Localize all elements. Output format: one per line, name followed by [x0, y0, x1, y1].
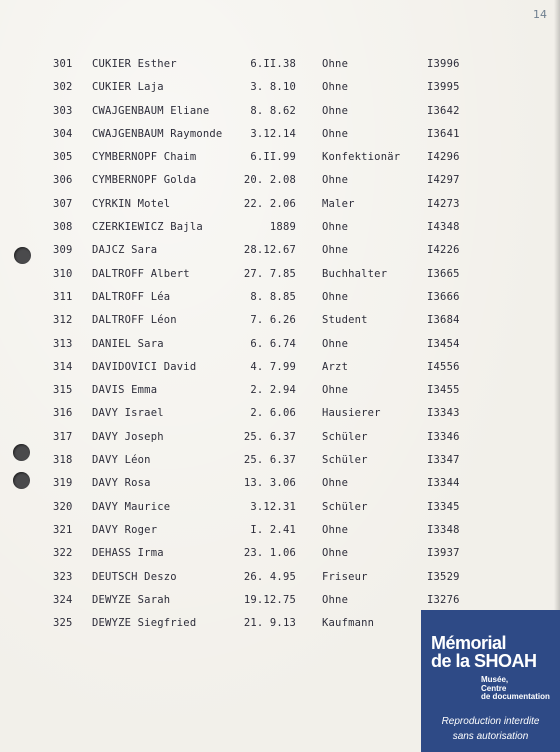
occupation: Ohne [322, 384, 349, 397]
person-name: DAVY Israel [92, 407, 164, 420]
record-id: I3345 [427, 500, 460, 513]
list-row [0, 289, 560, 312]
birth-date: 13. 3.06 [243, 477, 296, 490]
birth-date: 3.12.31 [250, 500, 296, 513]
occupation: Ohne [322, 337, 349, 350]
occupation: Friseur [322, 570, 368, 583]
birth-date: 7. 6.26 [250, 314, 296, 327]
record-id: I3995 [427, 81, 460, 94]
record-id: I4348 [427, 221, 460, 234]
list-row [0, 266, 560, 289]
person-name: CYMBERNOPF Golda [92, 174, 197, 187]
row-number: 316 [53, 407, 73, 420]
list-row [0, 149, 560, 172]
birth-date: I. 2.41 [250, 523, 296, 536]
row-number: 321 [53, 523, 73, 536]
person-name: DAVY Joseph [92, 430, 164, 443]
person-name: CUKIER Esther [92, 58, 177, 70]
reproduction-notice: Reproduction interdite sans autorisation [441, 716, 540, 742]
logo-subtitle: Musée, Centre de documentation [481, 675, 550, 701]
list-row [0, 429, 560, 452]
row-number: 307 [53, 197, 73, 210]
row-number: 308 [53, 221, 73, 234]
birth-date: 26. 4.95 [243, 570, 296, 583]
person-name: DEWYZE Siegfried [92, 617, 197, 630]
occupation: Konfektionär [322, 151, 401, 164]
list-row [0, 103, 560, 126]
person-name: DALTROFF Léon [92, 314, 177, 327]
person-name: DAVY Maurice [92, 500, 171, 513]
record-id: I3996 [427, 58, 460, 70]
row-number: 306 [53, 174, 73, 187]
occupation: Maler [322, 197, 355, 210]
record-id: I3665 [427, 267, 460, 280]
birth-date: 8. 8.62 [250, 104, 296, 117]
person-name: DAVY Roger [92, 523, 158, 536]
row-number: 312 [53, 314, 73, 327]
list-row [0, 475, 560, 498]
person-name: CYRKIN Motel [92, 197, 171, 210]
person-name: DALTROFF Albert [92, 267, 190, 280]
occupation: Ohne [322, 523, 349, 536]
list-row [0, 545, 560, 568]
record-id: I3455 [427, 384, 460, 397]
birth-date: 23. 1.06 [243, 547, 296, 560]
birth-date: 3. 8.10 [250, 81, 296, 94]
row-number: 313 [53, 337, 73, 350]
person-name: DALTROFF Léa [92, 290, 171, 303]
birth-date: 6.II.99 [250, 151, 296, 164]
row-number: 319 [53, 477, 73, 490]
record-id: I3937 [427, 547, 460, 560]
birth-date: 6.II.38 [250, 58, 296, 70]
record-id: I4556 [427, 360, 460, 373]
birth-date: 22. 2.06 [243, 197, 296, 210]
row-number: 320 [53, 500, 73, 513]
person-name: DAVY Léon [92, 454, 151, 467]
row-number: 317 [53, 430, 73, 443]
occupation: Schüler [322, 500, 368, 513]
occupation: Ohne [322, 593, 349, 606]
person-name: CWAJGENBAUM Eliane [92, 104, 210, 117]
list-row [0, 452, 560, 475]
birth-date: 3.12.14 [250, 127, 296, 140]
occupation: Ohne [322, 58, 349, 70]
occupation: Ohne [322, 221, 349, 234]
record-id: I3454 [427, 337, 460, 350]
person-name: DAJCZ Sara [92, 244, 158, 257]
record-id: I4273 [427, 197, 460, 210]
birth-date: 20. 2.08 [243, 174, 296, 187]
row-number: 302 [53, 81, 73, 94]
person-name: DAVIS Emma [92, 384, 158, 397]
record-id: I3641 [427, 127, 460, 140]
row-number: 314 [53, 360, 73, 373]
birth-date: 4. 7.99 [250, 360, 296, 373]
list-row [0, 499, 560, 522]
occupation: Arzt [322, 360, 349, 373]
person-name: CYMBERNOPF Chaim [92, 151, 197, 164]
list-row [0, 382, 560, 405]
occupation: Buchhalter [322, 267, 388, 280]
list-row [0, 569, 560, 592]
occupation: Schüler [322, 430, 368, 443]
list-row [0, 56, 560, 79]
occupation: Ohne [322, 547, 349, 560]
record-id: I4226 [427, 244, 460, 257]
list-row [0, 359, 560, 382]
record-id: I3642 [427, 104, 460, 117]
person-name: CUKIER Laja [92, 81, 164, 94]
memorial-shoah-logo [421, 610, 560, 752]
list-row [0, 172, 560, 195]
birth-date: 2. 6.06 [250, 407, 296, 420]
person-name: CZERKIEWICZ Bajla [92, 221, 203, 234]
birth-date: 8. 8.85 [250, 290, 296, 303]
list-row [0, 242, 560, 265]
person-name: CWAJGENBAUM Raymonde [92, 127, 223, 140]
record-id: I3684 [427, 314, 460, 327]
list-row [0, 196, 560, 219]
row-number: 325 [53, 617, 73, 630]
birth-date: 6. 6.74 [250, 337, 296, 350]
deportee-list [0, 56, 560, 638]
person-name: DEUTSCH Deszo [92, 570, 177, 583]
row-number: 310 [53, 267, 73, 280]
occupation: Ohne [322, 81, 349, 94]
birth-date: 27. 7.85 [243, 267, 296, 280]
birth-date: 2. 2.94 [250, 384, 296, 397]
birth-date: 28.12.67 [243, 244, 296, 257]
occupation: Ohne [322, 477, 349, 490]
record-id: I3666 [427, 290, 460, 303]
birth-date: 25. 6.37 [243, 454, 296, 467]
occupation: Student [322, 314, 368, 327]
person-name: DAVY Rosa [92, 477, 151, 490]
row-number: 311 [53, 290, 73, 303]
page-number: 14 [533, 8, 547, 21]
occupation: Ohne [322, 244, 349, 257]
occupation: Ohne [322, 127, 349, 140]
birth-date: 19.12.75 [243, 593, 296, 606]
row-number: 322 [53, 547, 73, 560]
person-name: DEHASS Irma [92, 547, 164, 560]
row-number: 303 [53, 104, 73, 117]
row-number: 324 [53, 593, 73, 606]
person-name: DEWYZE Sarah [92, 593, 171, 606]
logo-title: Mémorial de la SHOAH [431, 633, 537, 671]
person-name: DANIEL Sara [92, 337, 164, 350]
record-id: I3276 [427, 593, 460, 606]
record-id: I4296 [427, 151, 460, 164]
list-row [0, 522, 560, 545]
row-number: 304 [53, 127, 73, 140]
record-id: I3348 [427, 523, 460, 536]
list-row [0, 312, 560, 335]
row-number: 305 [53, 151, 73, 164]
row-number: 323 [53, 570, 73, 583]
occupation: Schüler [322, 454, 368, 467]
record-id: I4297 [427, 174, 460, 187]
list-row [0, 336, 560, 359]
list-row [0, 79, 560, 102]
person-name: DAVIDOVICI David [92, 360, 197, 373]
birth-date: 1889 [269, 221, 296, 234]
row-number: 315 [53, 384, 73, 397]
occupation: Ohne [322, 104, 349, 117]
occupation: Hausierer [322, 407, 381, 420]
row-number: 318 [53, 454, 73, 467]
birth-date: 21. 9.13 [243, 617, 296, 630]
record-id: I3343 [427, 407, 460, 420]
row-number: 309 [53, 244, 73, 257]
record-id: I3346 [427, 430, 460, 443]
record-id: I3529 [427, 570, 460, 583]
list-row [0, 126, 560, 149]
list-row [0, 219, 560, 242]
occupation: Ohne [322, 290, 349, 303]
list-row [0, 405, 560, 428]
occupation: Ohne [322, 174, 349, 187]
record-id: I3344 [427, 477, 460, 490]
birth-date: 25. 6.37 [243, 430, 296, 443]
occupation: Kaufmann [322, 617, 375, 630]
row-number: 301 [53, 58, 73, 70]
record-id: I3347 [427, 454, 460, 467]
